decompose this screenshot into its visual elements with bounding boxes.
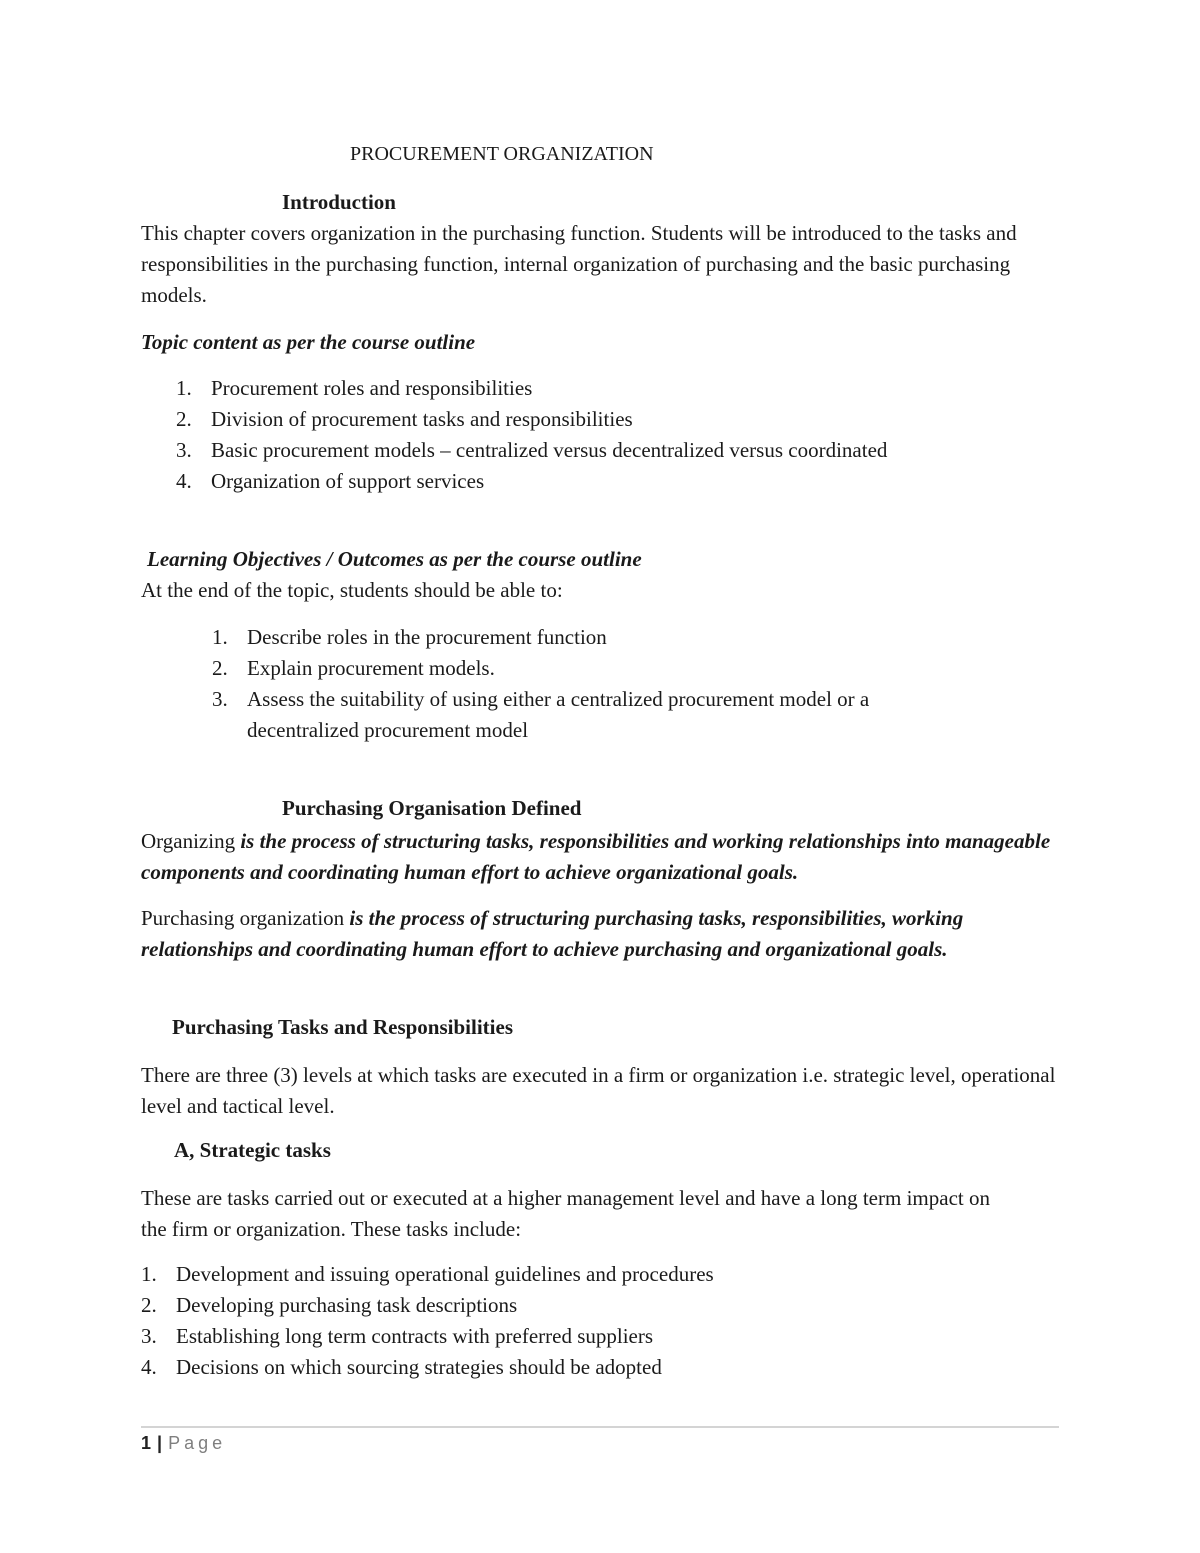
definition-purchasing-organization (141, 903, 1021, 965)
list-item: Establishing long term contracts with preferred suppliers (176, 1324, 654, 1348)
list-item-number: 3. (141, 1324, 157, 1348)
list-item: Decisions on which sourcing strategies should be adopted (176, 1355, 662, 1379)
list-item-number: 4. (176, 469, 192, 493)
page-number: 1 (141, 1433, 152, 1453)
footer-divider (141, 1426, 1059, 1428)
list-item-number: 1. (212, 625, 228, 649)
tasks-paragraph: There are three (3) levels at which tasks are executed in a firm or organization i.e. strategic level, operational level and tactical level. (141, 1063, 1056, 1118)
definition-text: is the process of structuring purchasing tasks, responsibilities, working relationships and coordinating human effort to achieve purchasing and organizational goals. (141, 906, 964, 961)
list-item: Assess the suitability of using either a centralized procurement model or a (247, 687, 870, 711)
definition-text: is the process of structuring tasks, responsibilities and working relationships into manageable components and coordinating human effort to achieve organizational goals. (141, 829, 1051, 884)
footer-separator: | (157, 1433, 163, 1453)
strategic-paragraph: These are tasks carried out or executed at a higher management level and have a long term impact on the firm or organization. These tasks include: (141, 1186, 990, 1241)
list-item-number: 1. (141, 1262, 157, 1286)
list-item: Explain procurement models. (247, 656, 495, 680)
topic-heading: Topic content as per the course outline (141, 330, 476, 354)
list-item-number: 2. (176, 407, 192, 431)
list-item: Describe roles in the procurement function (247, 625, 607, 649)
defined-heading: Purchasing Organisation Defined (282, 796, 582, 820)
definition-term: Purchasing organization (141, 906, 350, 930)
objectives-heading: Learning Objectives / Outcomes as per the course outline (147, 547, 642, 571)
list-item-number: 3. (212, 687, 228, 711)
list-item-number: 3. (176, 438, 192, 462)
intro-heading: Introduction (282, 190, 396, 214)
list-item-continuation: decentralized procurement model (247, 718, 529, 742)
list-item-number: 4. (141, 1355, 157, 1379)
list-item: Division of procurement tasks and responsibilities (211, 407, 633, 431)
list-item: Developing purchasing task descriptions (176, 1293, 518, 1317)
list-item: Basic procurement models – centralized versus decentralized versus coordinated (211, 438, 888, 462)
list-item: Development and issuing operational guidelines and procedures (176, 1262, 714, 1286)
strategic-heading: A, Strategic tasks (174, 1138, 331, 1162)
page-label: Page (168, 1433, 227, 1453)
tasks-heading: Purchasing Tasks and Responsibilities (172, 1015, 513, 1039)
document-title: PROCUREMENT ORGANIZATION (350, 143, 654, 165)
list-item-number: 2. (141, 1293, 157, 1317)
list-item-number: 1. (176, 376, 192, 400)
objectives-lead: At the end of the topic, students should be able to: (141, 578, 563, 602)
list-item: Organization of support services (211, 469, 485, 493)
intro-paragraph: This chapter covers organization in the purchasing function. Students will be introduced to the tasks and responsibilities in the purchasing function, internal organization of purchasing and the basic purchasing models. (141, 221, 1017, 307)
list-item: Procurement roles and responsibilities (211, 376, 533, 400)
page-footer (141, 1433, 226, 1454)
list-item-number: 2. (212, 656, 228, 680)
definition-term: Organizing (141, 829, 241, 853)
definition-organizing (141, 826, 1066, 888)
